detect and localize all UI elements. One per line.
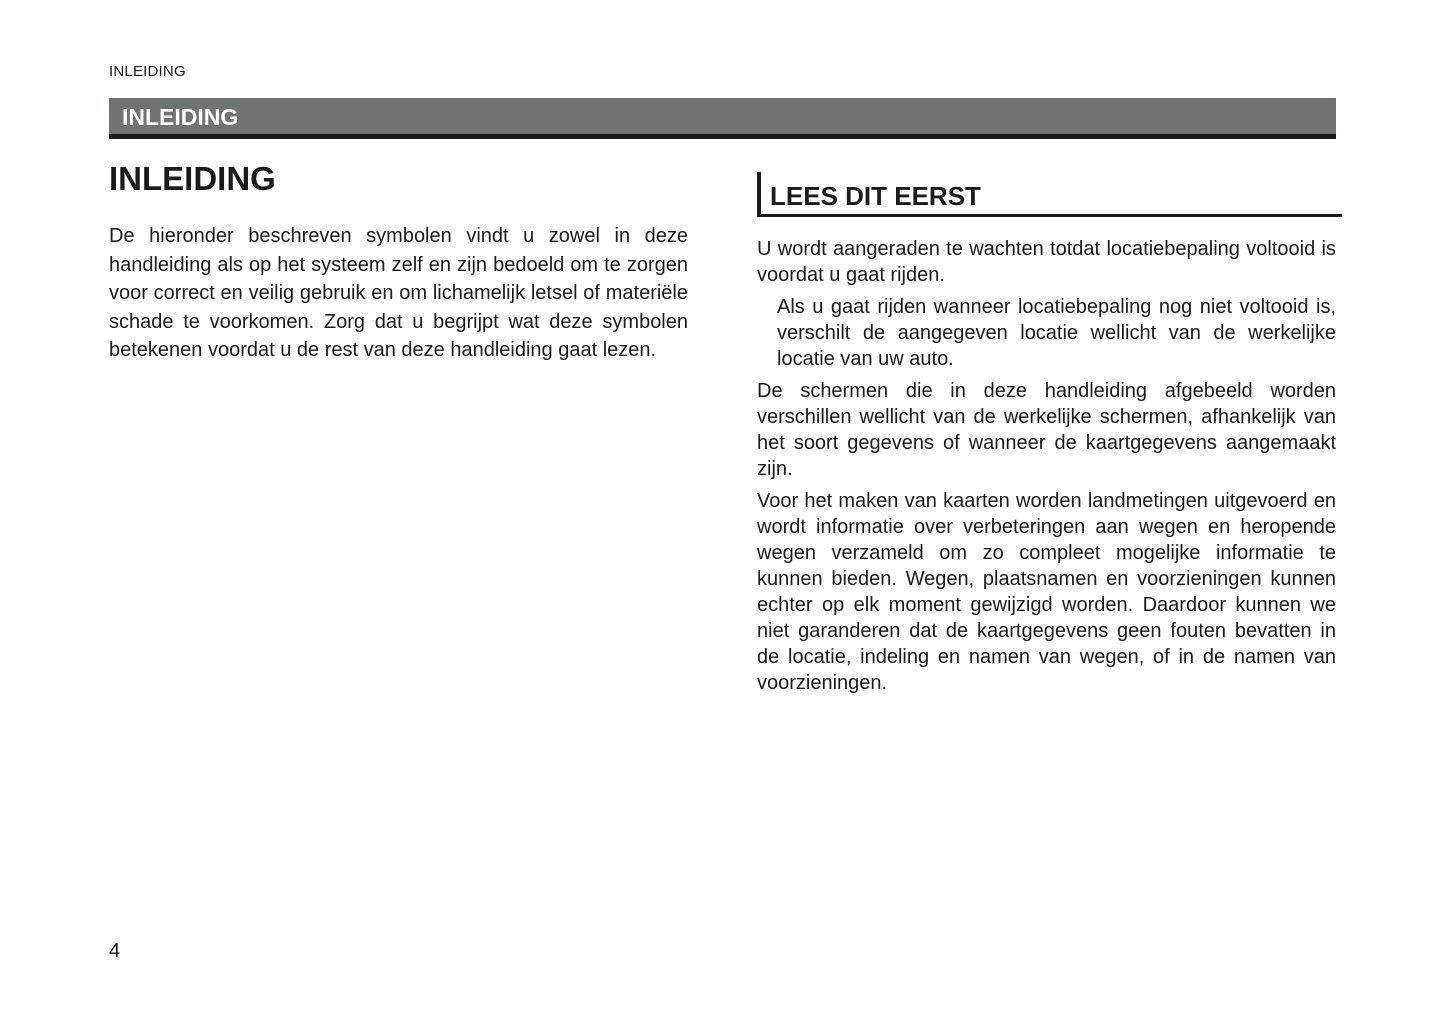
section-bar (109, 98, 1336, 139)
read-first-paragraph: Voor het maken van kaarten worden landmetingen uitgevoerd en wordt informatie over verbeteringen aan wegen en heropende wegen verzameld om zo compleet mogelijke informatie te kunnen bieden. Wegen, plaatsnamen en voorzieningen kunnen echter op elk moment gewijzigd worden. Daardoor kunnen we niet garanderen dat de kaartgegevens geen fouten bevatten in de locatie, indeling en namen van wegen, of in de namen van voorzieningen. (757, 490, 1336, 694)
page-title: INLEIDING (109, 160, 276, 197)
page-number: 4 (109, 940, 121, 962)
read-first-paragraph: De schermen die in deze handleiding afgebeeld worden verschillen wellicht van de werkelijke schermen, afhankelijk van het soort gegevens of wanneer de kaartgegevens aangemaakt zijn. (757, 380, 1336, 480)
read-first-heading-box (757, 172, 1342, 217)
running-header: INLEIDING (109, 63, 186, 80)
read-first-heading: LEES DIT EERST (770, 181, 981, 211)
read-first-paragraph: U wordt aangeraden te wachten totdat locatiebepaling voltooid is voordat u gaat rijden. (757, 238, 1336, 286)
read-first-note: Als u gaat rijden wanneer locatiebepaling nog niet voltooid is, verschilt de aangegeven locatie wellicht van de werkelijke locatie van uw auto. (777, 296, 1336, 370)
read-first-body (757, 236, 1336, 702)
intro-paragraph: De hieronder beschreven symbolen vindt u zowel in deze handleiding als op het systeem zelf en zijn bedoeld om te zorgen voor correct en veilig gebruik en om lichamelijk letsel of materiële schade te voorkomen. Zorg dat u begrijpt wat deze symbolen betekenen voordat u de rest van deze handleiding gaat lezen. (109, 225, 688, 362)
section-bar-label: INLEIDING (122, 104, 239, 130)
